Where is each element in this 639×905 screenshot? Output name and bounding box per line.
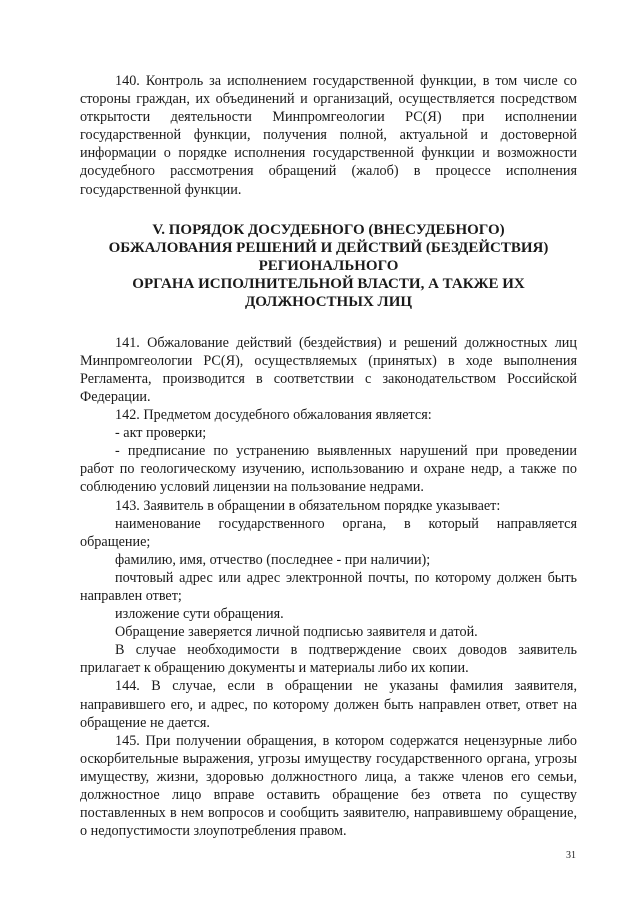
- document-page: [80, 72, 577, 840]
- list-item-summary: изложение сути обращения.: [115, 606, 284, 623]
- list-item-full-name: фамилию, имя, отчество (последнее - при наличии);: [115, 551, 431, 568]
- paragraph-145: 145. При получении обращения, в котором содержатся нецензурные либо оскорбительные выражения, угрозы имуществу государственного органа, угрозы имуществу, жизни, здоровью должностного лица, а также членов его семьи, должностное лицо вправе оставить обращение без ответа по существу поставленных в нем вопросов и сообщить заявителю, направившему обращение, о недопустимости злоупотребления правом.: [80, 732, 577, 840]
- paragraph-140: 140. Контроль за исполнением государственной функции, в том числе со стороны граждан, их объединений и организаций, осуществляется посредством открытости деятельности Минпромгеологии РС(Я) при исполнении государственной функции, получения полной, актуальной и достоверной информации о порядке исполнения государственной функции и возможности досудебного рассмотрения обращений (жалоб) в процессе исполнения государственной функции.: [80, 73, 577, 198]
- paragraph-attachments: В случае необходимости в подтверждение своих доводов заявитель прилагает к обращению документы и материалы либо их копии.: [80, 642, 577, 677]
- page-number: 31: [566, 850, 576, 861]
- list-item-order: - предписание по устранению выявленных нарушений при проведении работ по геологическому изучению, использованию и охране недр, а также по соблюдению условий лицензии на пользование недрами.: [80, 443, 577, 496]
- heading-line-1: V. ПОРЯДОК ДОСУДЕБНОГО (ВНЕСУДЕБНОГО): [152, 221, 505, 238]
- section-heading: [80, 221, 577, 312]
- heading-line-4: ОРГАНА ИСПОЛНИТЕЛЬНОЙ ВЛАСТИ, А ТАКЖЕ ИХ: [132, 276, 525, 293]
- paragraph-143: 143. Заявитель в обращении в обязательном порядке указывает:: [115, 497, 501, 514]
- heading-line-3: РЕГИОНАЛЬНОГО: [258, 258, 399, 275]
- list-item-address: почтовый адрес или адрес электронной почты, по которому должен быть направлен ответ;: [80, 569, 577, 604]
- paragraph-144: 144. В случае, если в обращении не указаны фамилия заявителя, направившего его, и адрес, по которому должен быть направлен ответ, ответ на обращение не дается.: [80, 678, 577, 731]
- heading-line-5: ДОЛЖНОСТНЫХ ЛИЦ: [244, 294, 413, 311]
- heading-line-2: ОБЖАЛОВАНИЯ РЕШЕНИЙ И ДЕЙСТВИЙ (БЕЗДЕЙСТВИЯ): [108, 239, 549, 256]
- list-item-agency-name: наименование государственного органа, в который направляется обращение;: [80, 515, 577, 550]
- paragraph-142: 142. Предметом досудебного обжалования является:: [115, 407, 432, 424]
- list-item-act: - акт проверки;: [115, 425, 207, 442]
- paragraph-141: 141. Обжалование действий (бездействия) и решений должностных лиц Минпромгеологии РС(Я), осуществляемых (принятых) в ходе выполнения Регламента, производится в соответствии с законодательством Российской Федерации.: [80, 334, 577, 405]
- paragraph-signature: Обращение заверяется личной подписью заявителя и датой.: [115, 624, 478, 641]
